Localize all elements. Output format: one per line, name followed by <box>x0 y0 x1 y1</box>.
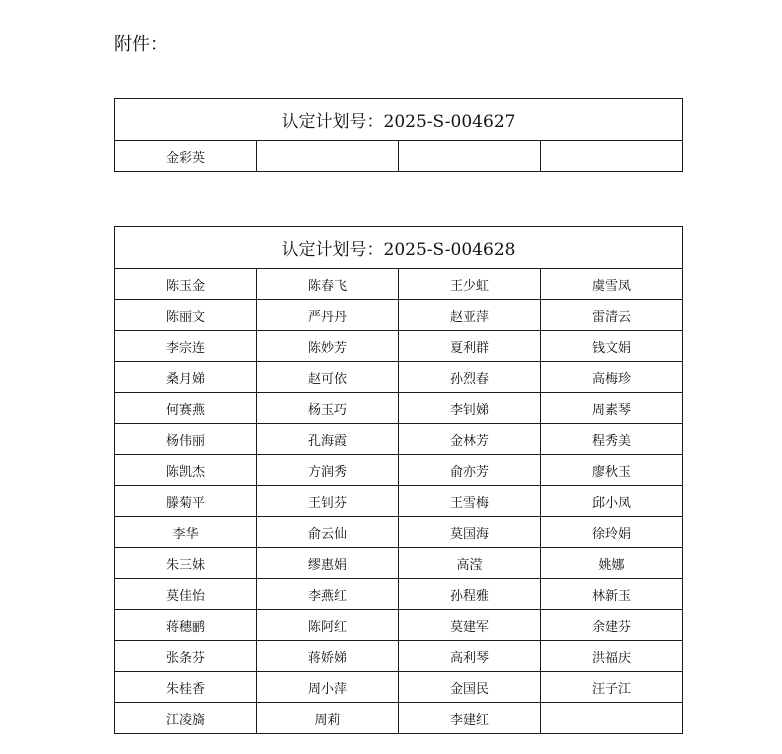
name-cell: 金彩英 <box>115 141 257 172</box>
name-cell: 李宗连 <box>115 331 257 362</box>
name-cell: 杨伟丽 <box>115 424 257 455</box>
table-row <box>115 362 683 393</box>
table-row <box>115 269 683 300</box>
name-cell: 王钊芬 <box>257 486 399 517</box>
name-cell <box>541 703 683 734</box>
name-cell: 虞雪凤 <box>541 269 683 300</box>
name-cell: 陈玉金 <box>115 269 257 300</box>
name-cell: 赵可依 <box>257 362 399 393</box>
plan-number-title: 认定计划号：2025-S-004627 <box>115 99 683 141</box>
name-cell: 陈春飞 <box>257 269 399 300</box>
name-cell: 赵亚萍 <box>399 300 541 331</box>
table-row <box>115 703 683 734</box>
name-cell: 金林芳 <box>399 424 541 455</box>
name-cell: 程秀美 <box>541 424 683 455</box>
name-cell: 缪惠娟 <box>257 548 399 579</box>
name-cell: 何赛燕 <box>115 393 257 424</box>
table-row <box>115 610 683 641</box>
table-row <box>115 548 683 579</box>
plan-table <box>114 98 683 172</box>
name-cell: 孙程雅 <box>399 579 541 610</box>
name-cell: 余建芬 <box>541 610 683 641</box>
name-cell: 高梅珍 <box>541 362 683 393</box>
name-cell: 朱桂香 <box>115 672 257 703</box>
table-row <box>115 641 683 672</box>
name-cell <box>399 141 541 172</box>
name-cell: 桑月娣 <box>115 362 257 393</box>
name-cell: 孙烈春 <box>399 362 541 393</box>
name-cell: 李华 <box>115 517 257 548</box>
table-row <box>115 424 683 455</box>
name-cell: 莫建军 <box>399 610 541 641</box>
attachment-label: 附件： <box>114 34 168 55</box>
table-row <box>115 331 683 362</box>
name-cell: 金国民 <box>399 672 541 703</box>
name-cell: 徐玲娟 <box>541 517 683 548</box>
name-cell: 莫佳怡 <box>115 579 257 610</box>
name-cell: 蒋穗鹂 <box>115 610 257 641</box>
name-cell: 严丹丹 <box>257 300 399 331</box>
name-cell: 李钊娣 <box>399 393 541 424</box>
name-cell: 夏利群 <box>399 331 541 362</box>
name-cell: 林新玉 <box>541 579 683 610</box>
name-cell: 杨玉巧 <box>257 393 399 424</box>
table-row <box>115 393 683 424</box>
table-header-row <box>115 99 683 141</box>
name-cell: 李建红 <box>399 703 541 734</box>
table-row <box>115 672 683 703</box>
name-cell: 高滢 <box>399 548 541 579</box>
name-cell: 周小萍 <box>257 672 399 703</box>
name-cell: 滕菊平 <box>115 486 257 517</box>
name-cell: 江凌旖 <box>115 703 257 734</box>
name-cell: 李燕红 <box>257 579 399 610</box>
name-cell: 邱小凤 <box>541 486 683 517</box>
plan-table <box>114 226 683 734</box>
table-row <box>115 486 683 517</box>
name-cell: 钱文娟 <box>541 331 683 362</box>
name-cell: 周莉 <box>257 703 399 734</box>
table-row <box>115 579 683 610</box>
name-cell: 雷清云 <box>541 300 683 331</box>
table-row <box>115 300 683 331</box>
name-cell: 周素琴 <box>541 393 683 424</box>
name-cell: 俞云仙 <box>257 517 399 548</box>
name-cell: 廖秋玉 <box>541 455 683 486</box>
name-cell: 高利琴 <box>399 641 541 672</box>
name-cell: 陈阿红 <box>257 610 399 641</box>
table-header-row <box>115 227 683 269</box>
name-cell: 姚娜 <box>541 548 683 579</box>
plan-number-title: 认定计划号：2025-S-004628 <box>115 227 683 269</box>
name-cell: 陈丽文 <box>115 300 257 331</box>
name-cell: 俞亦芳 <box>399 455 541 486</box>
table-row <box>115 141 683 172</box>
table-row <box>115 455 683 486</box>
name-cell: 张条芬 <box>115 641 257 672</box>
name-cell: 孔海霞 <box>257 424 399 455</box>
name-cell <box>257 141 399 172</box>
name-cell: 陈妙芳 <box>257 331 399 362</box>
name-cell: 莫国海 <box>399 517 541 548</box>
table-row <box>115 517 683 548</box>
name-cell <box>541 141 683 172</box>
name-cell: 王雪梅 <box>399 486 541 517</box>
name-cell: 陈凯杰 <box>115 455 257 486</box>
name-cell: 洪福庆 <box>541 641 683 672</box>
name-cell: 王少虹 <box>399 269 541 300</box>
name-cell: 蒋娇娣 <box>257 641 399 672</box>
name-cell: 方润秀 <box>257 455 399 486</box>
name-cell: 朱三妹 <box>115 548 257 579</box>
name-cell: 汪子江 <box>541 672 683 703</box>
